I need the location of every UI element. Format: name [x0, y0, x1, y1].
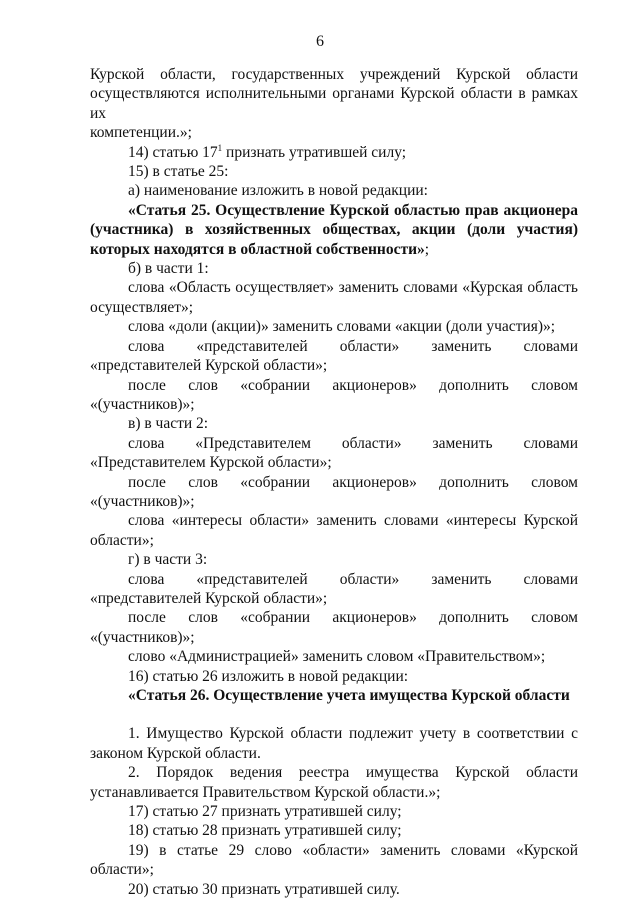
paragraph: компетенции.»;	[90, 124, 192, 142]
paragraph: б) в части 1:	[128, 260, 209, 278]
paragraph: в) в части 2:	[128, 415, 209, 433]
paragraph: слово «Администрацией» заменить словом «Правительством»;	[128, 648, 546, 666]
article-heading: «Статья 26. Осуществление учета имущества Курской области	[128, 687, 570, 704]
paragraph: слова «представителей области» заменить словами «представителей Курской области»;	[90, 570, 578, 607]
paragraph: 2. Порядок ведения реестра имущества Курской области устанавливается Правительством Курской области.»;	[90, 764, 578, 801]
text: признать утратившей силу;	[222, 143, 407, 161]
paragraph: слова «Область осуществляет» заменить словами «Курская область осуществляет»;	[90, 279, 578, 316]
paragraph	[90, 143, 578, 162]
paragraph: 16) статью 26 изложить в новой редакции:	[128, 667, 409, 685]
paragraph: а) наименование изложить в новой редакции:	[128, 182, 428, 200]
superscript: 1	[217, 142, 223, 153]
paragraph: слова «Представителем области» заменить словами «Представителем Курской области»;	[90, 434, 578, 472]
paragraph: осуществляются исполнительными органами Курской области в рамках их	[90, 85, 578, 122]
paragraph: 18) статью 28 признать утратившей силу;	[128, 822, 402, 840]
paragraph: г) в части 3:	[128, 551, 208, 569]
paragraph: после слов «собрании акционеров» дополнить словом «(участников)»;	[90, 473, 578, 510]
paragraph: после слов «собрании акционеров» дополнить словом «(участников)»;	[90, 609, 578, 646]
paragraph: 15) в статье 25:	[128, 163, 229, 181]
paragraph: 20) статью 30 признать утратившей силу.	[128, 880, 400, 898]
paragraph: Курской области, государственных учреждений Курской области	[90, 66, 578, 83]
paragraph: слова «интересы области» заменить словами «интересы Курской области»;	[90, 512, 578, 549]
text: 14) статью 17	[128, 143, 218, 161]
paragraph: 19) в статье 29 слово «области» заменить словами «Курской области»;	[90, 841, 578, 879]
paragraph: после слов «собрании акционеров» дополнить словом «(участников)»;	[90, 376, 578, 413]
paragraph: слова «доли (акции)» заменить словами «акции (доли участия)»;	[128, 318, 556, 336]
page-number: 6	[316, 33, 324, 50]
text: ;	[424, 240, 430, 258]
article-heading	[90, 201, 578, 259]
document-body	[90, 65, 578, 899]
blank-line	[90, 705, 578, 724]
article-title: «Статья 25. Осуществление Курской областью прав акционера (участника) в хозяйственных обществах, акции (доли участия) которых находятся в областной собственности»	[90, 201, 578, 258]
paragraph: 17) статью 27 признать утратившей силу;	[128, 803, 402, 821]
paragraph: слова «представителей области» заменить словами «представителей Курской области»;	[90, 337, 578, 375]
paragraph: 1. Имущество Курской области подлежит учету в соответствии с законом Курской области.	[90, 725, 578, 762]
